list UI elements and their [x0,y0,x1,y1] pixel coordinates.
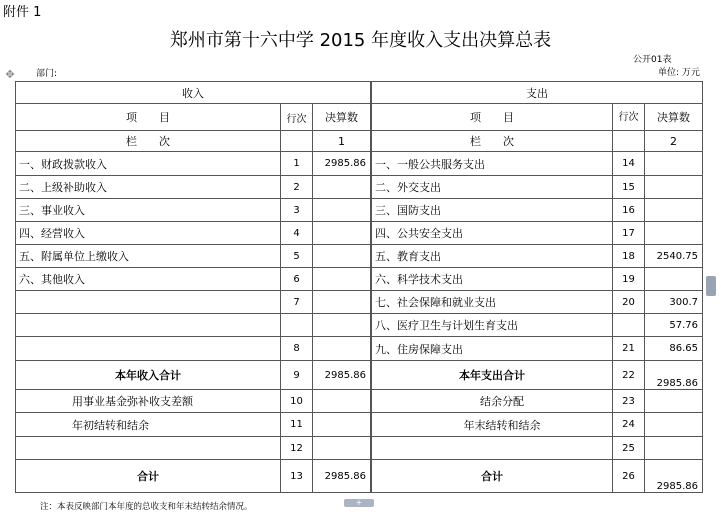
income-col-line: 行次 [281,104,313,131]
expense-section-header: 支出 [372,82,703,104]
expense-item: 二、外交支出 [372,176,613,199]
expense-col-amount: 决算数 [645,104,703,131]
expense-amount [645,222,703,245]
income-amount [313,314,371,337]
table-row [16,268,703,291]
income-amount [313,337,371,361]
expense-item: 一、一般公共服务支出 [372,152,613,176]
income-item [16,291,281,314]
expense-amount [645,413,703,437]
income-amount [313,222,371,245]
expense-amount [645,152,703,176]
expense-col-line: 行次 [613,104,645,131]
unit-label: 单位: 万元 [658,68,700,78]
expense-item: 八、医疗卫生与计划生育支出 [372,314,613,337]
expense-line-no: 18 [613,245,645,268]
expense-item [372,437,613,460]
expense-item: 年末结转和结余 [372,413,613,437]
expense-amount: 2985.86 [645,460,703,493]
income-line-no: 11 [281,413,313,437]
income-line-no: 6 [281,268,313,291]
income-item [16,314,281,337]
table-row [16,291,703,314]
expense-item: 四、公共安全支出 [372,222,613,245]
table-row [16,176,703,199]
expense-line-no: 19 [613,268,645,291]
expense-amount: 2985.86 [645,361,703,390]
table-row [16,222,703,245]
expense-line-no: 23 [613,390,645,413]
income-amount: 2985.86 [313,460,371,493]
expense-item: 结余分配 [372,390,613,413]
expense-amount [645,268,703,291]
income-line-no: 4 [281,222,313,245]
expense-line-no: 21 [613,337,645,361]
income-amount [313,268,371,291]
income-item: 一、财政拨款收入 [16,152,281,176]
table-row [16,361,703,390]
expense-amount: 2540.75 [645,245,703,268]
income-col-amount: 决算数 [313,104,371,131]
income-line-no: 13 [281,460,313,493]
expense-line-no: 16 [613,199,645,222]
table-row [16,390,703,413]
income-item: 本年收入合计 [16,361,281,390]
income-item: 五、附属单位上缴收入 [16,245,281,268]
income-line-no: 9 [281,361,313,390]
expense-amount [645,437,703,460]
expense-line-no: 14 [613,152,645,176]
footnote: 注：本表反映部门本年度的总收支和年末结转结余情况。 [40,502,253,512]
expand-table-icon[interactable]: + [344,499,374,507]
income-amount [313,413,371,437]
expense-amount [645,176,703,199]
income-amount: 2985.86 [313,361,371,390]
income-line-no: 5 [281,245,313,268]
income-amount [313,390,371,413]
table-row [16,337,703,361]
income-item: 六、其他收入 [16,268,281,291]
expense-item: 三、国防支出 [372,199,613,222]
expense-line-no: 24 [613,413,645,437]
income-item: 二、上级补助收入 [16,176,281,199]
expense-line-no: 20 [613,291,645,314]
income-item: 年初结转和结余 [16,413,281,437]
income-line-no [281,314,313,337]
income-col-item: 项 目 [16,104,281,131]
side-resize-handle[interactable] [706,276,716,296]
department-label: 部门: [36,69,58,79]
table-move-handle-icon[interactable]: ✥ [5,68,15,81]
table-row [16,152,703,176]
income-line-no: 3 [281,199,313,222]
income-amount [313,199,371,222]
expense-item: 合计 [372,460,613,493]
attachment-label: 附件 1 [3,5,42,20]
expense-line-no: 26 [613,460,645,493]
expense-line-no: 22 [613,361,645,390]
expense-line-no: 25 [613,437,645,460]
income-amount [313,245,371,268]
income-item: 用事业基金弥补收支差额 [16,390,281,413]
table-row [16,314,703,337]
income-line-no: 2 [281,176,313,199]
income-amount: 2985.86 [313,152,371,176]
income-amount [313,176,371,199]
expense-col-item: 项 目 [372,104,613,131]
expense-item: 五、教育支出 [372,245,613,268]
table-row [16,413,703,437]
expense-amount: 86.65 [645,337,703,361]
expense-item: 本年支出合计 [372,361,613,390]
expense-line-no: 15 [613,176,645,199]
income-order-label: 栏 次 [16,131,281,152]
budget-table [15,81,703,493]
income-line-no: 10 [281,390,313,413]
expense-order-no: 2 [645,131,703,152]
income-line-no: 7 [281,291,313,314]
expense-item: 七、社会保障和就业支出 [372,291,613,314]
table-row [16,199,703,222]
expense-amount [645,199,703,222]
table-row [16,460,703,493]
form-number: 公开01表 [633,55,672,65]
expense-amount: 300.7 [645,291,703,314]
income-item [16,437,281,460]
expense-order-label: 栏 次 [372,131,613,152]
expense-amount [645,390,703,413]
expense-line-no [613,314,645,337]
income-line-no: 1 [281,152,313,176]
income-order-no: 1 [313,131,371,152]
expense-item: 九、住房保障支出 [372,337,613,361]
table-row [16,245,703,268]
table-row [16,437,703,460]
income-item [16,337,281,361]
income-line-no: 8 [281,337,313,361]
expense-line-no: 17 [613,222,645,245]
income-amount [313,437,371,460]
income-section-header: 收入 [16,82,371,104]
expense-amount: 57.76 [645,314,703,337]
income-item: 合计 [16,460,281,493]
income-line-no: 12 [281,437,313,460]
income-item: 三、事业收入 [16,199,281,222]
income-item: 四、经营收入 [16,222,281,245]
expense-item: 六、科学技术支出 [372,268,613,291]
page-title: 郑州市第十六中学 2015 年度收入支出决算总表 [169,30,552,51]
income-amount [313,291,371,314]
